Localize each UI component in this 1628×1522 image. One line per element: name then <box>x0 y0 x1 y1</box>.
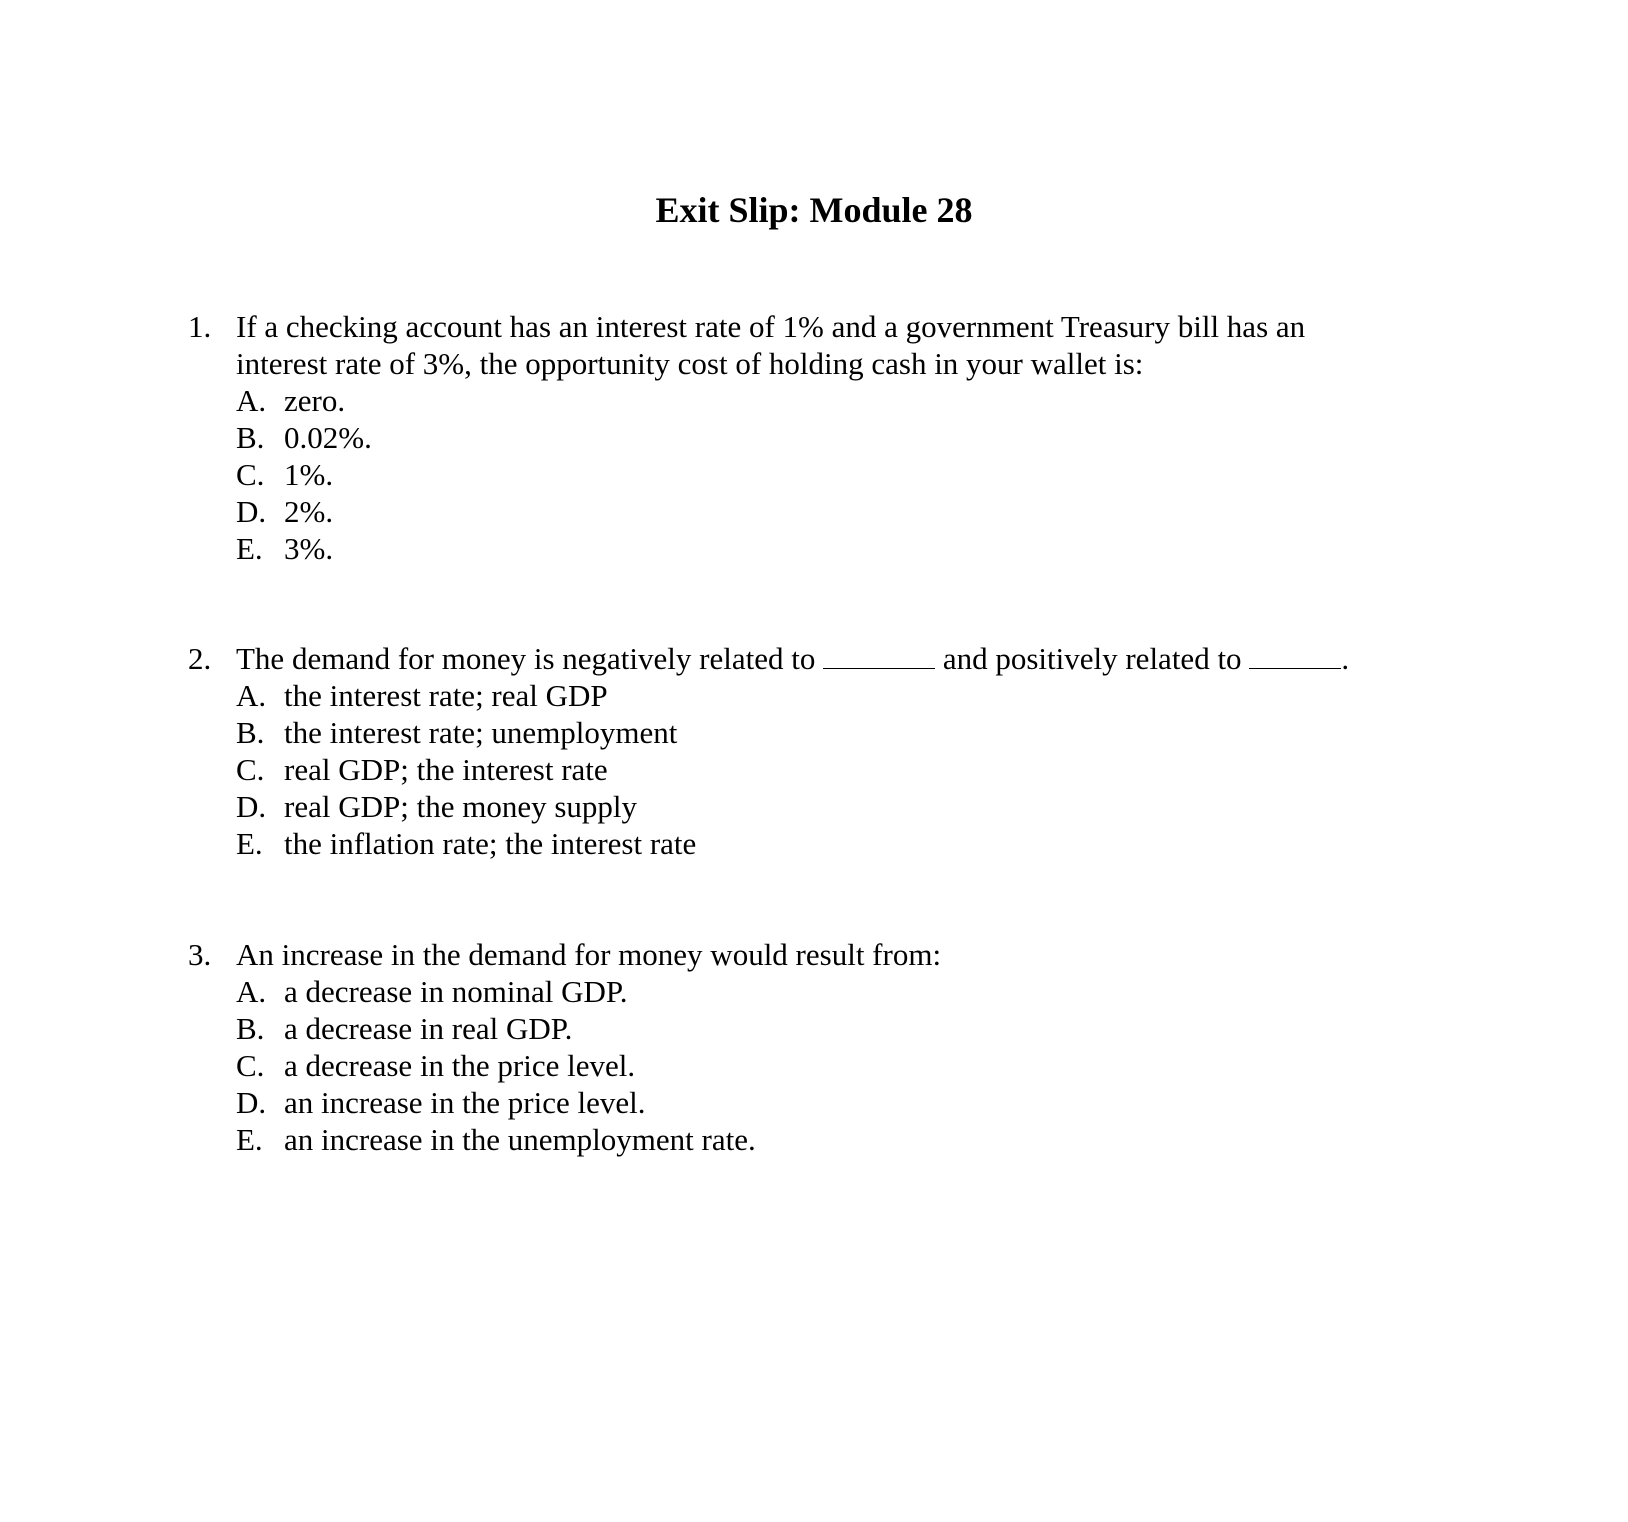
option-letter: C. <box>236 752 265 787</box>
option-letter: C. <box>236 1048 265 1083</box>
option-letter: A. <box>236 383 267 418</box>
option-letter: C. <box>236 457 265 492</box>
option-text: a decrease in nominal GDP. <box>284 974 628 1009</box>
answer-option-e <box>236 530 1428 567</box>
fill-in-blank-1 <box>823 642 935 669</box>
option-letter: E. <box>236 826 263 861</box>
answer-option-c <box>236 751 1428 788</box>
answer-option-d <box>236 493 1428 530</box>
question-stem <box>188 640 1428 677</box>
option-text: an increase in the unemployment rate. <box>284 1122 756 1157</box>
option-text: the interest rate; unemployment <box>284 715 678 750</box>
option-text: the interest rate; real GDP <box>284 678 608 713</box>
answer-options <box>188 973 1428 1158</box>
option-text: a decrease in real GDP. <box>284 1011 573 1046</box>
option-letter: E. <box>236 1122 263 1157</box>
option-letter: E. <box>236 531 263 566</box>
answer-options <box>188 382 1428 567</box>
question-number: 2. <box>188 641 212 676</box>
question-number: 3. <box>188 937 212 972</box>
option-letter: D. <box>236 789 267 824</box>
option-letter: B. <box>236 715 265 750</box>
question-stem-end: . <box>1341 641 1350 676</box>
question-stem-line-1: An increase in the demand for money would result from: <box>236 937 942 972</box>
option-text: real GDP; the money supply <box>284 789 638 824</box>
option-text: 0.02%. <box>284 420 372 455</box>
answer-option-d <box>236 1084 1428 1121</box>
answer-option-a <box>236 677 1428 714</box>
question-stem-line-1: If a checking account has an interest rate of 1% and a government Treasury bill has an <box>236 309 1306 344</box>
question-number: 1. <box>188 309 212 344</box>
page-title: Exit Slip: Module 28 <box>655 190 973 230</box>
answer-option-c <box>236 456 1428 493</box>
answer-option-b <box>236 714 1428 751</box>
question-stem-part-1: The demand for money is negatively related to <box>236 641 816 676</box>
answer-option-d <box>236 788 1428 825</box>
answer-option-a <box>236 973 1428 1010</box>
question-1 <box>188 308 1428 567</box>
question-3 <box>188 936 1428 1158</box>
option-text: real GDP; the interest rate <box>284 752 608 787</box>
option-letter: B. <box>236 420 265 455</box>
option-text: 3%. <box>284 531 334 566</box>
answer-option-b <box>236 1010 1428 1047</box>
option-letter: A. <box>236 974 267 1009</box>
option-text: the inflation rate; the interest rate <box>284 826 697 861</box>
option-text: an increase in the price level. <box>284 1085 646 1120</box>
option-letter: D. <box>236 1085 267 1120</box>
question-stem-part-2: and positively related to <box>942 641 1242 676</box>
question-stem <box>188 936 1428 973</box>
answer-option-b <box>236 419 1428 456</box>
option-letter: D. <box>236 494 267 529</box>
question-stem <box>188 308 1428 382</box>
fill-in-blank-2 <box>1249 642 1341 669</box>
option-text: zero. <box>284 383 346 418</box>
question-2 <box>188 640 1428 862</box>
option-letter: A. <box>236 678 267 713</box>
answer-option-e <box>236 825 1428 862</box>
option-text: 2%. <box>284 494 334 529</box>
answer-option-c <box>236 1047 1428 1084</box>
answer-option-e <box>236 1121 1428 1158</box>
option-text: 1%. <box>284 457 334 492</box>
answer-option-a <box>236 382 1428 419</box>
answer-options <box>188 677 1428 862</box>
option-text: a decrease in the price level. <box>284 1048 636 1083</box>
question-stem-line-2: interest rate of 3%, the opportunity cost of holding cash in your wallet is: <box>236 346 1144 381</box>
option-letter: B. <box>236 1011 265 1046</box>
